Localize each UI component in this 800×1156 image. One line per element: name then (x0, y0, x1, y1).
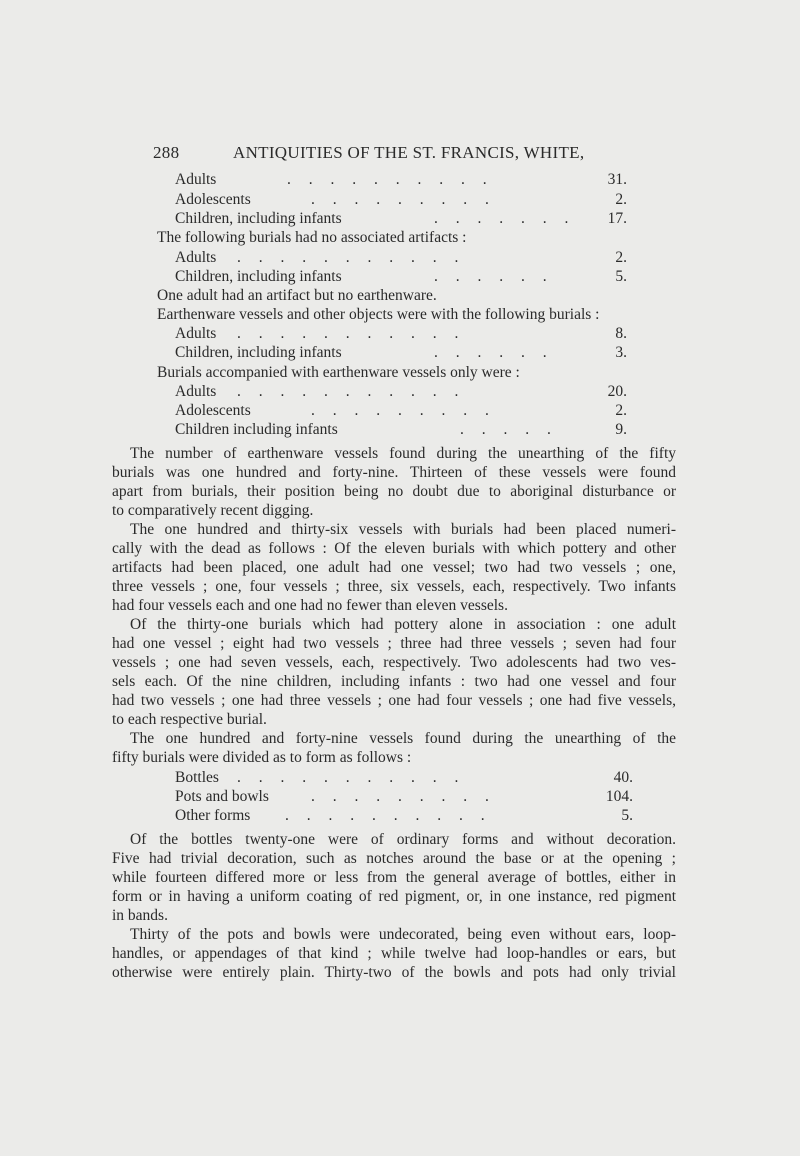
paragraph-line: had four vessels each and one had no fewer than eleven vessels. (112, 597, 508, 614)
row-label: Other forms (175, 807, 251, 824)
row-label: Adults (175, 325, 217, 342)
row-label: Children, including infants (175, 344, 342, 361)
row-label: Bottles (175, 769, 219, 786)
leader-dots: . . . . . . . . . (311, 788, 496, 805)
leader-dots: . . . . . . (434, 344, 554, 361)
leader-dots: . . . . . . . . . . . (237, 383, 466, 400)
paragraph-line: Of the bottles twenty-one were of ordinary forms and without decoration. (130, 831, 676, 848)
row-value: 2. (615, 249, 627, 266)
row-label: Adolescents (175, 402, 251, 419)
row-label: Children, including infants (175, 268, 342, 285)
paragraph-line: fifty burials were divided as to form as follows : (112, 749, 412, 766)
row-value: 2. (615, 191, 627, 208)
text-line: One adult had an artifact but no earthenware. (157, 287, 437, 304)
leader-dots: . . . . . . . . . . . (237, 325, 466, 342)
paragraph-line: to comparatively recent digging. (112, 502, 314, 519)
text-line: Earthenware vessels and other objects were with the following burials : (157, 306, 600, 323)
row-label: Children, including infants (175, 210, 342, 227)
paragraph-line: Thirty of the pots and bowls were undecorated, being even without ears, loop- (130, 926, 676, 943)
paragraph-line: The number of earthenware vessels found during the unearthing of the fifty (130, 445, 676, 462)
paragraph-line: had one vessel ; eight had two vessels ; three had three vessels ; seven had four (112, 635, 676, 652)
row-value: 2. (615, 402, 627, 419)
paragraph-line: vessels ; one had seven vessels, each, respectively. Two adolescents had two ves- (112, 654, 676, 671)
paragraph-line: apart from burials, their position being no doubt due to aboriginal disturbance or (112, 483, 676, 500)
paragraph-line: Of the thirty-one burials which had pottery alone in association : one adult (130, 616, 676, 633)
leader-dots: . . . . . . . . . . . (237, 249, 466, 266)
leader-dots: . . . . . . . . . . (287, 171, 494, 188)
paragraph-line: The one hundred and thirty-six vessels with burials had been placed numeri- (130, 521, 676, 538)
leader-dots: . . . . . . . (434, 210, 576, 227)
page-number: 288 (153, 143, 180, 162)
row-label: Adults (175, 383, 217, 400)
paragraph-line: artifacts had been placed, one adult had one vessel; two had two vessels ; one, (112, 559, 676, 576)
leader-dots: . . . . . . . . . . . (237, 769, 466, 786)
paragraph-line: in bands. (112, 907, 168, 924)
leader-dots: . . . . . . . . . (311, 191, 496, 208)
row-value: 5. (615, 268, 627, 285)
paragraph-line: The one hundred and forty-nine vessels found during the unearthing of the (130, 730, 676, 747)
paragraph-line: handles, or appendages of that kind ; while twelve had loop-handles or ears, but (112, 945, 676, 962)
paragraph-line: form or in having a uniform coating of red pigment, or, in one instance, red pigment (112, 888, 676, 905)
paragraph-line: to each respective burial. (112, 711, 267, 728)
row-value: 9. (615, 421, 627, 438)
row-value: 40. (613, 769, 633, 786)
row-label: Adults (175, 171, 217, 188)
running-title: ANTIQUITIES OF THE ST. FRANCIS, WHITE, (233, 143, 585, 162)
row-value: 104. (605, 788, 633, 805)
paragraph-line: sels each. Of the nine children, including infants : two had one vessel and four (112, 673, 676, 690)
paragraph-line: cally with the dead as follows : Of the eleven burials with which pottery and other (112, 540, 676, 557)
row-value: 3. (615, 344, 627, 361)
row-label: Adolescents (175, 191, 251, 208)
row-value: 17. (607, 210, 627, 227)
text-line: The following burials had no associated artifacts : (157, 229, 467, 246)
paragraph-line: had two vessels ; one had three vessels ; one had four vessels ; one had five vessels, (112, 692, 676, 709)
paragraph-line: otherwise were entirely plain. Thirty-two of the bowls and pots had only trivial (112, 964, 676, 981)
paragraph-line: while fourteen differed more or less from the general average of bottles, either in (112, 869, 676, 886)
row-value: 5. (621, 807, 633, 824)
row-label: Children including infants (175, 421, 338, 438)
row-value: 20. (607, 383, 627, 400)
paragraph-line: Five had trivial decoration, such as notches around the base or at the opening ; (112, 850, 676, 867)
paragraph-line: three vessels ; one, four vessels ; three, six vessels, each, respectively. Two infants (112, 578, 676, 595)
text-line: Burials accompanied with earthenware vessels only were : (157, 364, 520, 381)
leader-dots: . . . . . . (434, 268, 554, 285)
row-value: 31. (607, 171, 627, 188)
row-value: 8. (615, 325, 627, 342)
leader-dots: . . . . . (460, 421, 558, 438)
leader-dots: . . . . . . . . . (311, 402, 496, 419)
row-label: Pots and bowls (175, 788, 269, 805)
leader-dots: . . . . . . . . . . (285, 807, 492, 824)
row-label: Adults (175, 249, 217, 266)
paragraph-line: burials was one hundred and forty-nine. Thirteen of these vessels were found (112, 464, 676, 481)
